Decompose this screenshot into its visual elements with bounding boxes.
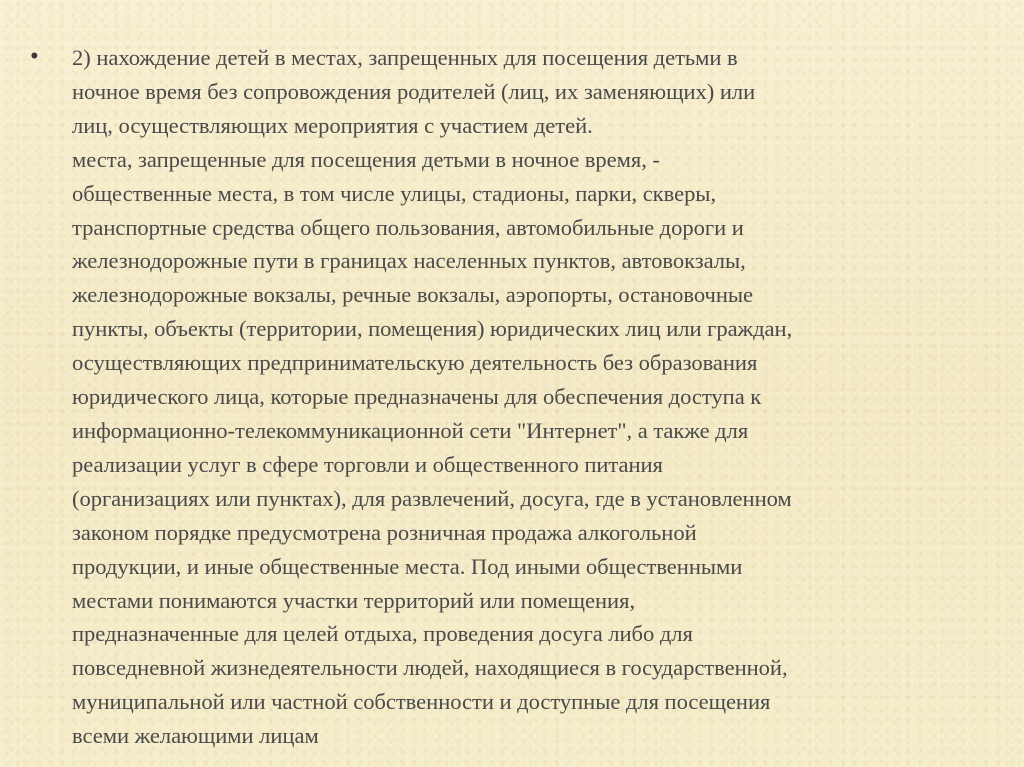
bullet-point: • — [30, 43, 39, 70]
slide-body-text: 2) нахождение детей в местах, запрещенных для посещения детьми в ночное время без сопровождения родителей (лиц, их заменяющих) или лиц, осуществляющих мероприятия с участием детей. места, запрещенные для посещения детьми в ночное время, - общественные места, в том числе улицы, стадионы, парки, скверы, транспортные средства общего пользования, автомобильные дороги и железнодорожные пути в границах населенных пунктов, автовокзалы, железнодорожные вокзалы, речные вокзалы, аэропорты, остановочные пункты, объекты (территории, помещения) юридических лиц или граждан, осуществляющих предпринимательскую деятельность без образования юридического лица, которые предназначены для обеспечения доступа к информационно-телекоммуникационной сети "Интернет", а также для реализации услуг в сфере торговли и общественного питания (организациях или пунктах), для развлечений, досуга, где в установленном законом порядке предусмотрена розничная продажа алкогольной продукции, и иные общественные места. Под иными общественными местами понимаются участки территорий или помещения, предназначенные для целей отдыха, проведения досуга либо для повседневной жизнедеятельности людей, находящиеся в государственной, муниципальной или частной собственности и доступные для посещения всеми желающими лицам — [72, 45, 793, 749]
